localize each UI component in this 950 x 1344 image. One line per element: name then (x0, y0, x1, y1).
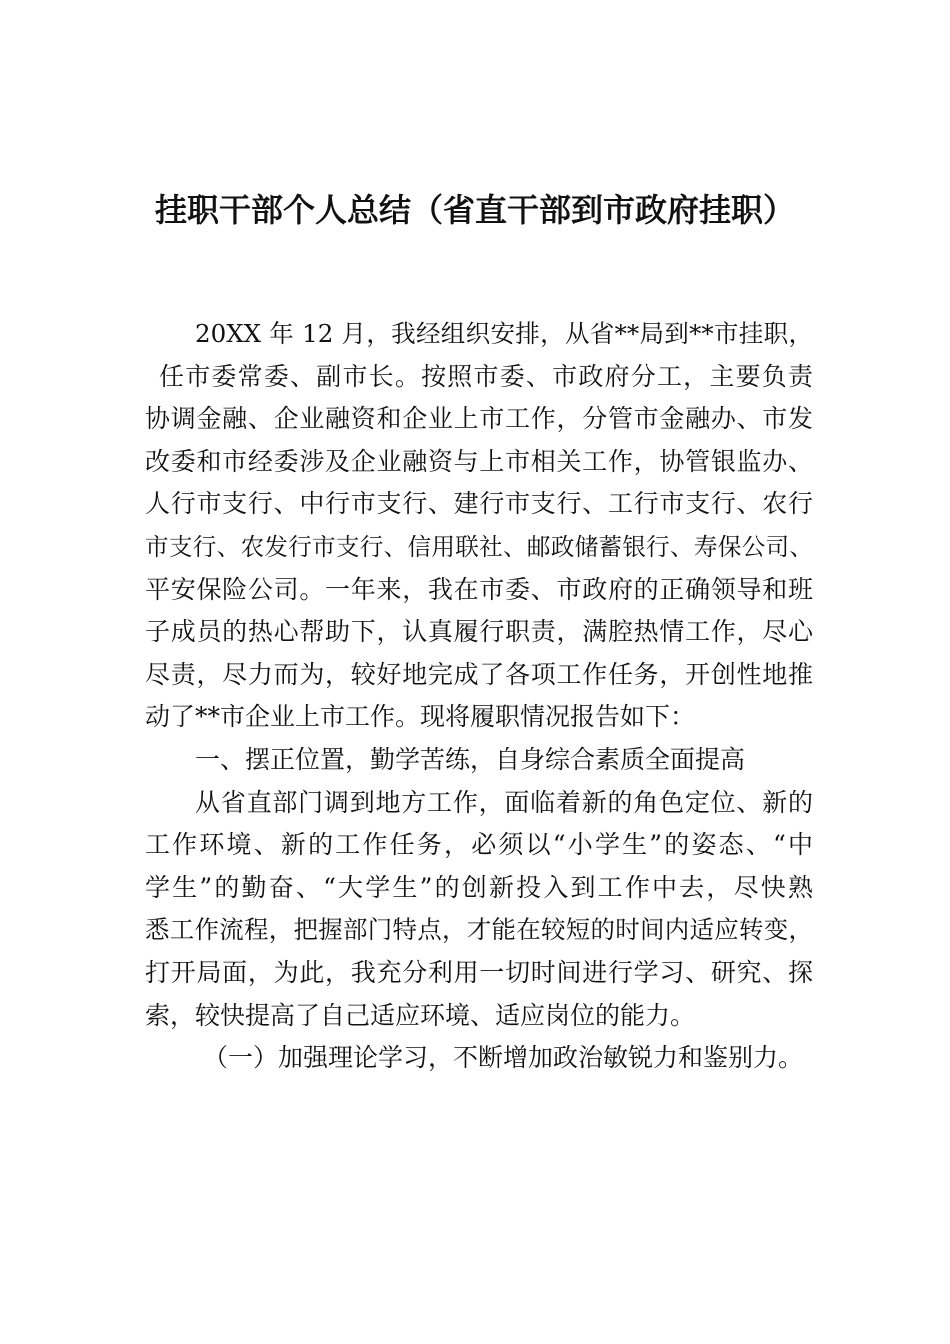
paragraph-line: 平安保险公司。一年来，我在市委、市政府的正确领导和班 (145, 574, 813, 604)
paragraph-line: 20XX 年 12 月，我经组织安排，从省**局到**市挂职， (195, 319, 813, 348)
paragraph-line: 工作环境、新的工作任务，必须以“小学生”的姿态、“中 (145, 830, 813, 860)
paragraph-line: 从省直部门调到地方工作，面临着新的角色定位、新的 (195, 787, 813, 817)
paragraph-line: 任市委常委、副市长。按照市委、市政府分工，主要负责 (159, 361, 813, 391)
document-title: 挂职干部个人总结（省直干部到市政府挂职） (154, 191, 795, 229)
paragraph-line: 人行市支行、中行市支行、建行市支行、工行市支行、农行 (145, 489, 813, 519)
paragraph-line: 学生”的勤奋、“大学生”的创新投入到工作中去，尽快熟 (145, 872, 813, 902)
subsection-heading: （一）加强理论学习，不断增加政治敏锐力和鉴别力。 (203, 1043, 804, 1073)
paragraph-line: 改委和市经委涉及企业融资与上市相关工作，协管银监办、 (145, 446, 813, 476)
paragraph-line: 动了**市企业上市工作。现将履职情况报告如下： (145, 702, 696, 732)
document-body (145, 313, 813, 1080)
section-heading: 一、摆正位置，勤学苦练，自身综合素质全面提高 (195, 744, 746, 774)
paragraph-line: 悉工作流程，把握部门特点，才能在较短的时间内适应转变， (145, 915, 813, 945)
paragraph-line: 协调金融、企业融资和企业上市工作，分管市金融办、市发 (145, 404, 813, 434)
paragraph-line: 打开局面，为此，我充分利用一切时间进行学习、研究、探 (145, 957, 813, 987)
paragraph-line: 子成员的热心帮助下，认真履行职责，满腔热情工作，尽心 (145, 617, 813, 647)
paragraph-line: 索，较快提高了自己适应环境、适应岗位的能力。 (145, 1000, 696, 1030)
paragraph-line: 市支行、农发行市支行、信用联社、邮政储蓄银行、寿保公司、 (145, 532, 813, 561)
paragraph-line: 尽责，尽力而为，较好地完成了各项工作任务，开创性地推 (145, 659, 813, 689)
